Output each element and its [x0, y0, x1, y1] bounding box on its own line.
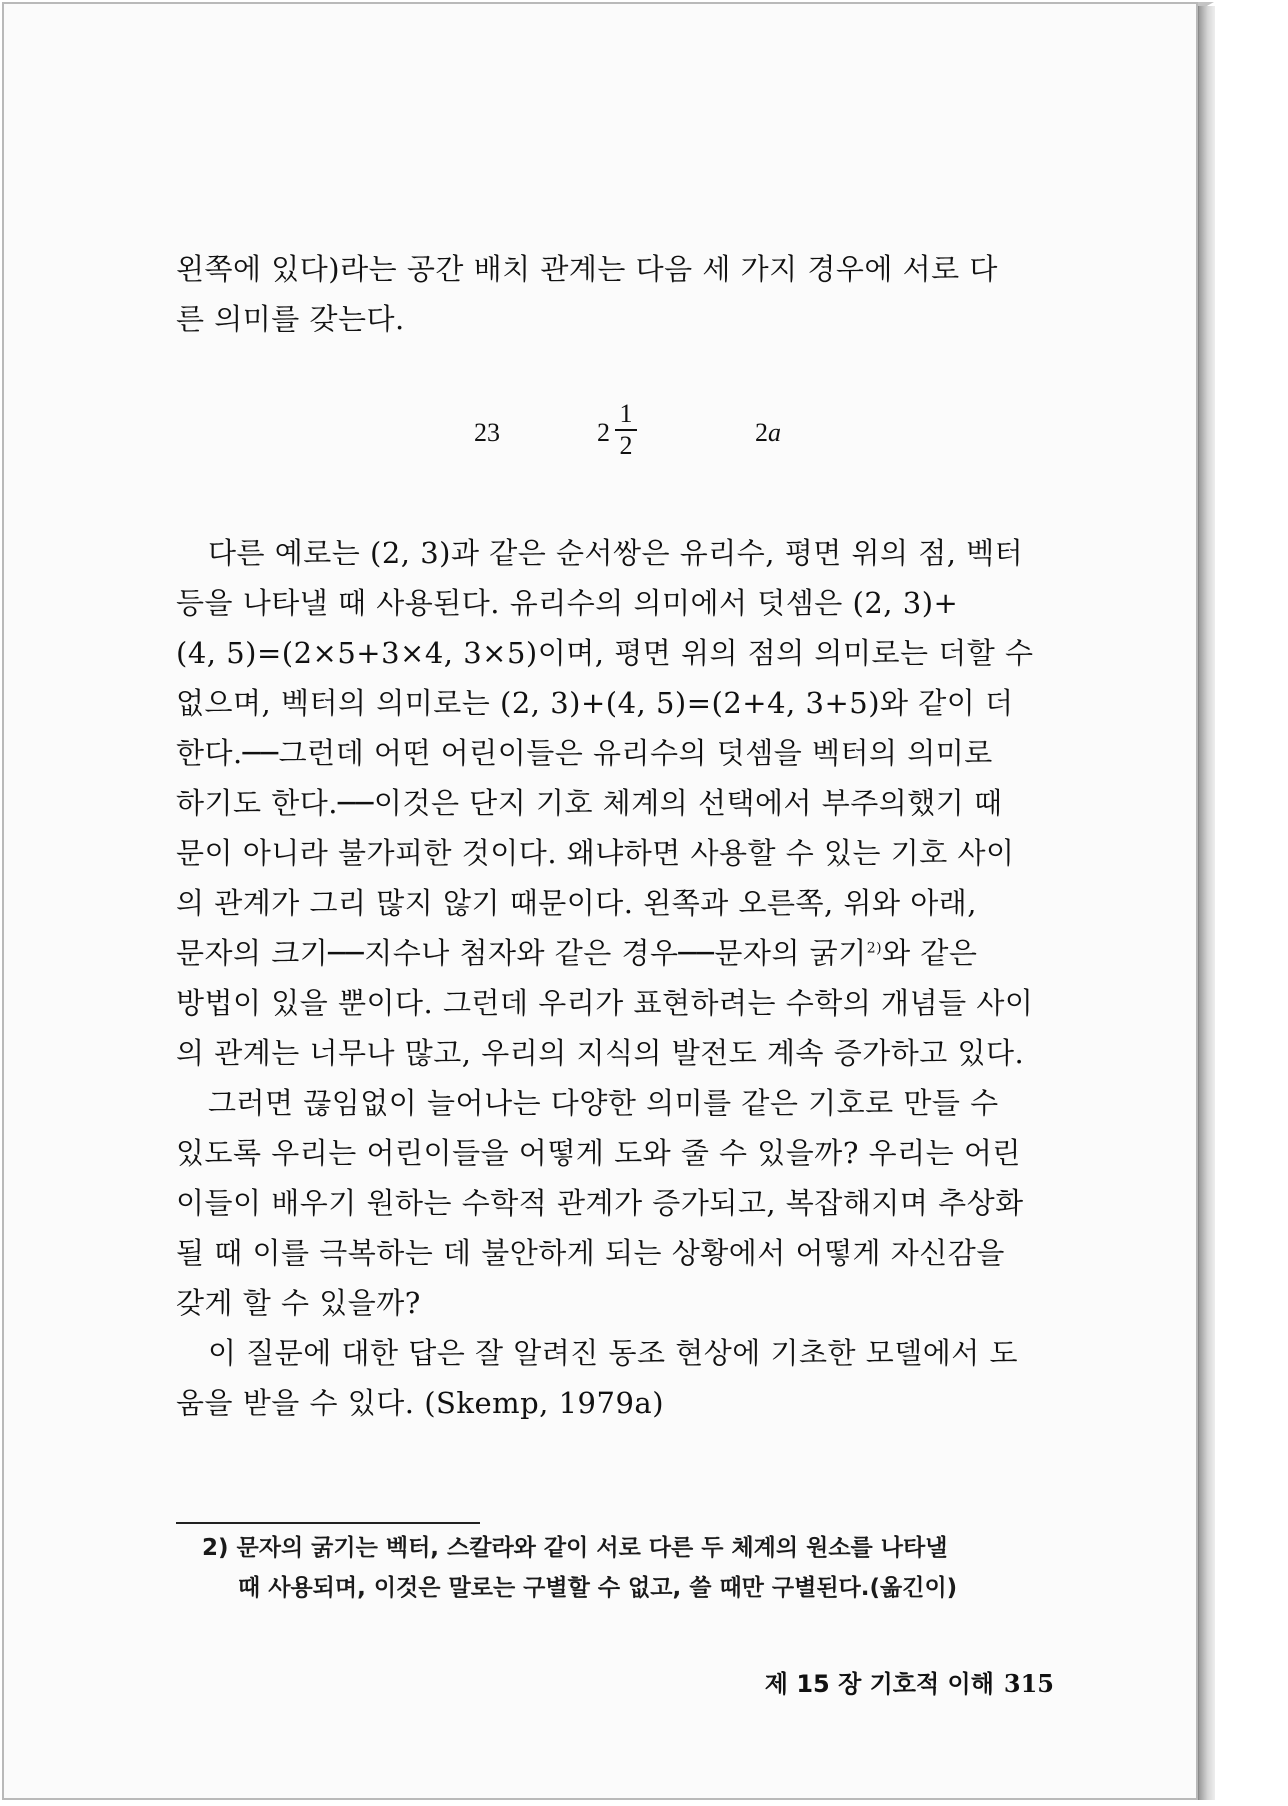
- text-line: 의 관계가 그리 많지 않기 때문이다. 왼쪽과 오른쪽, 위와 아래,: [176, 886, 977, 920]
- text-line: 갖게 할 수 있을까?: [176, 1286, 421, 1320]
- text-line: 등을 나타낼 때 사용된다. 유리수의 의미에서 덧셈은 (2, 3)+: [176, 586, 959, 620]
- book-page: [2, 2, 1198, 1800]
- text-line: 있도록 우리는 어린이들을 어떻게 도와 줄 수 있을까? 우리는 어린: [176, 1136, 1021, 1170]
- text-line: 이 질문에 대한 답은 잘 알려진 동조 현상에 기초한 모델에서 도: [208, 1336, 1019, 1370]
- text-line: 움을 받을 수 있다. (Skemp, 1979a): [176, 1386, 665, 1420]
- fraction-denominator: 2: [619, 431, 633, 460]
- text-line: 될 때 이를 극복하는 데 불안하게 되는 상황에서 어떻게 자신감을: [176, 1236, 1005, 1270]
- page-stack-edge: [1198, 6, 1215, 1800]
- footnote-divider: [176, 1522, 480, 1524]
- text-line-with-footnote: [176, 928, 1074, 978]
- math-number-23: 23: [474, 418, 500, 447]
- text-line: 문이 아니라 불가피한 것이다. 왜냐하면 사용할 수 있는 기호 사이: [176, 836, 1015, 870]
- variable: a: [768, 418, 781, 447]
- intro-paragraph: [176, 244, 1074, 344]
- text-line: 왼쪽에 있다)라는 공간 배치 관계는 다음 세 가지 경우에 서로 다: [176, 252, 998, 286]
- math-examples: [4, 400, 1200, 470]
- text-segment: 문자의 크기──지수나 첨자와 같은 경우──문자의 굵기: [176, 936, 867, 970]
- text-line: 이들이 배우기 원하는 수학적 관계가 증가되고, 복잡해지며 추상화: [176, 1186, 1024, 1220]
- footnote: [202, 1528, 1082, 1608]
- fraction: [615, 400, 637, 460]
- footnote-line: 때 사용되며, 이것은 말로는 구별할 수 없고, 쓸 때만 구별된다.(옮긴이): [238, 1575, 958, 1601]
- coefficient: 2: [755, 418, 768, 447]
- chapter-title: 제 15 장 기호적 이해: [764, 1670, 994, 1698]
- text-line: 하기도 한다.──이것은 단지 기호 체계의 선택에서 부주의했기 때: [176, 786, 1003, 820]
- text-line: 그러면 끊임없이 늘어나는 다양한 의미를 같은 기호로 만들 수: [208, 1086, 999, 1120]
- math-product-2a: [755, 418, 781, 448]
- text-line: 의 관계는 너무나 많고, 우리의 지식의 발전도 계속 증가하고 있다.: [176, 1036, 1025, 1070]
- text-line: 른 의미를 갖는다.: [176, 302, 405, 336]
- text-line: 한다.──그런데 어떤 어린이들은 유리수의 덧셈을 벡터의 의미로: [176, 736, 993, 770]
- footnote-reference: 2): [866, 940, 883, 957]
- text-line: 방법이 있을 뿐이다. 그런데 우리가 표현하려는 수학의 개념들 사이: [176, 986, 1034, 1020]
- text-line: (4, 5)=(2×5+3×4, 3×5)이며, 평면 위의 점의 의미로는 더할 수: [176, 636, 1034, 670]
- text-segment: 와 같은: [882, 936, 978, 970]
- page-number: 315: [1003, 1669, 1054, 1698]
- body-text: [176, 528, 1074, 1428]
- mixed-whole: 2: [597, 418, 610, 447]
- running-footer: [764, 1664, 1054, 1699]
- footnote-line: 2) 문자의 굵기는 벡터, 스칼라와 같이 서로 다른 두 체계의 원소를 나타낼: [202, 1535, 948, 1561]
- fraction-numerator: 1: [619, 399, 633, 428]
- text-line: 다른 예로는 (2, 3)과 같은 순서쌍은 유리수, 평면 위의 점, 벡터: [208, 536, 1024, 570]
- text-line: 없으며, 벡터의 의미로는 (2, 3)+(4, 5)=(2+4, 3+5)와 같이 더: [176, 686, 1014, 720]
